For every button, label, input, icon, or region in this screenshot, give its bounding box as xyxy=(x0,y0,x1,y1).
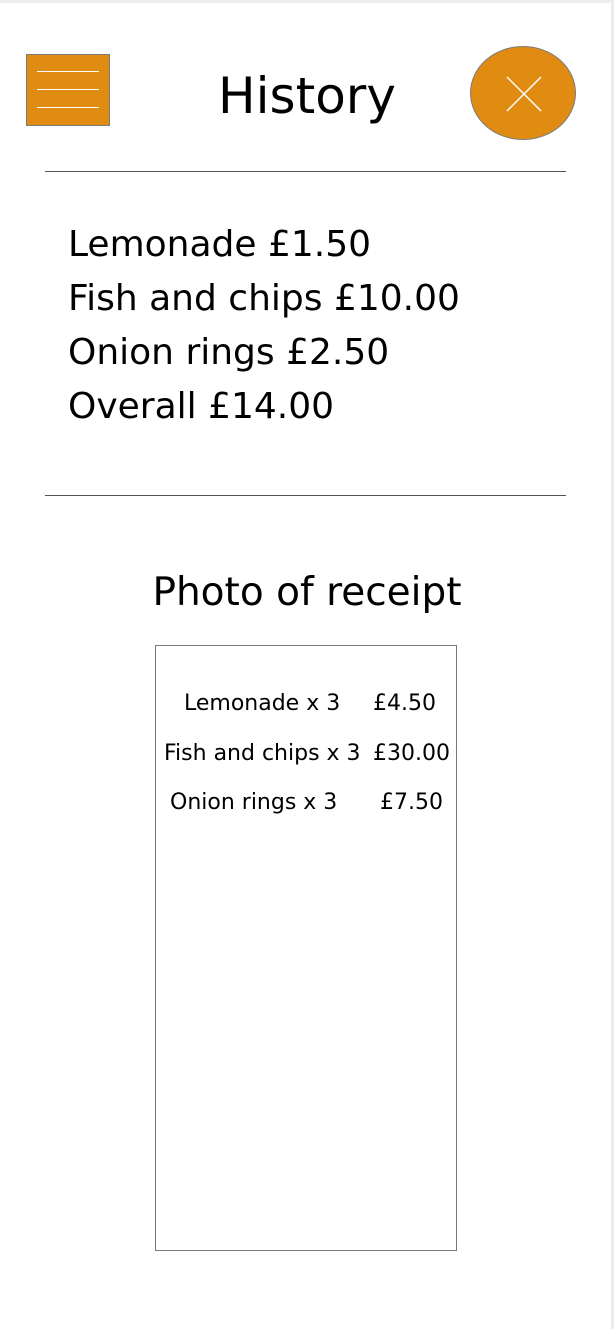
page-title: History xyxy=(218,67,396,125)
history-item-onion-rings: Onion rings £2.50 xyxy=(68,332,390,373)
receipt-photo[interactable] xyxy=(155,645,457,1251)
receipt-item-name: Fish and chips x 3 xyxy=(164,741,361,766)
history-item-fish-and-chips: Fish and chips £10.00 xyxy=(68,278,460,319)
receipt-row xyxy=(156,786,456,820)
history-overall-total: Overall £14.00 xyxy=(68,386,335,427)
close-icon xyxy=(471,47,575,139)
receipt-item-price: £30.00 xyxy=(373,741,450,766)
top-strip xyxy=(0,0,614,3)
history-list xyxy=(68,218,460,434)
receipt-item-name: Onion rings x 3 xyxy=(170,790,338,815)
receipt-item-name: Lemonade x 3 xyxy=(184,691,341,716)
history-item-lemonade: Lemonade £1.50 xyxy=(68,224,372,265)
close-button[interactable] xyxy=(470,46,576,140)
receipt-row xyxy=(156,737,456,771)
divider-bottom xyxy=(45,495,566,496)
receipt-row xyxy=(156,687,456,721)
receipt-heading: Photo of receipt xyxy=(152,570,462,615)
divider-top xyxy=(45,171,566,172)
receipt-item-price: £4.50 xyxy=(373,691,436,716)
receipt-item-price: £7.50 xyxy=(380,790,443,815)
